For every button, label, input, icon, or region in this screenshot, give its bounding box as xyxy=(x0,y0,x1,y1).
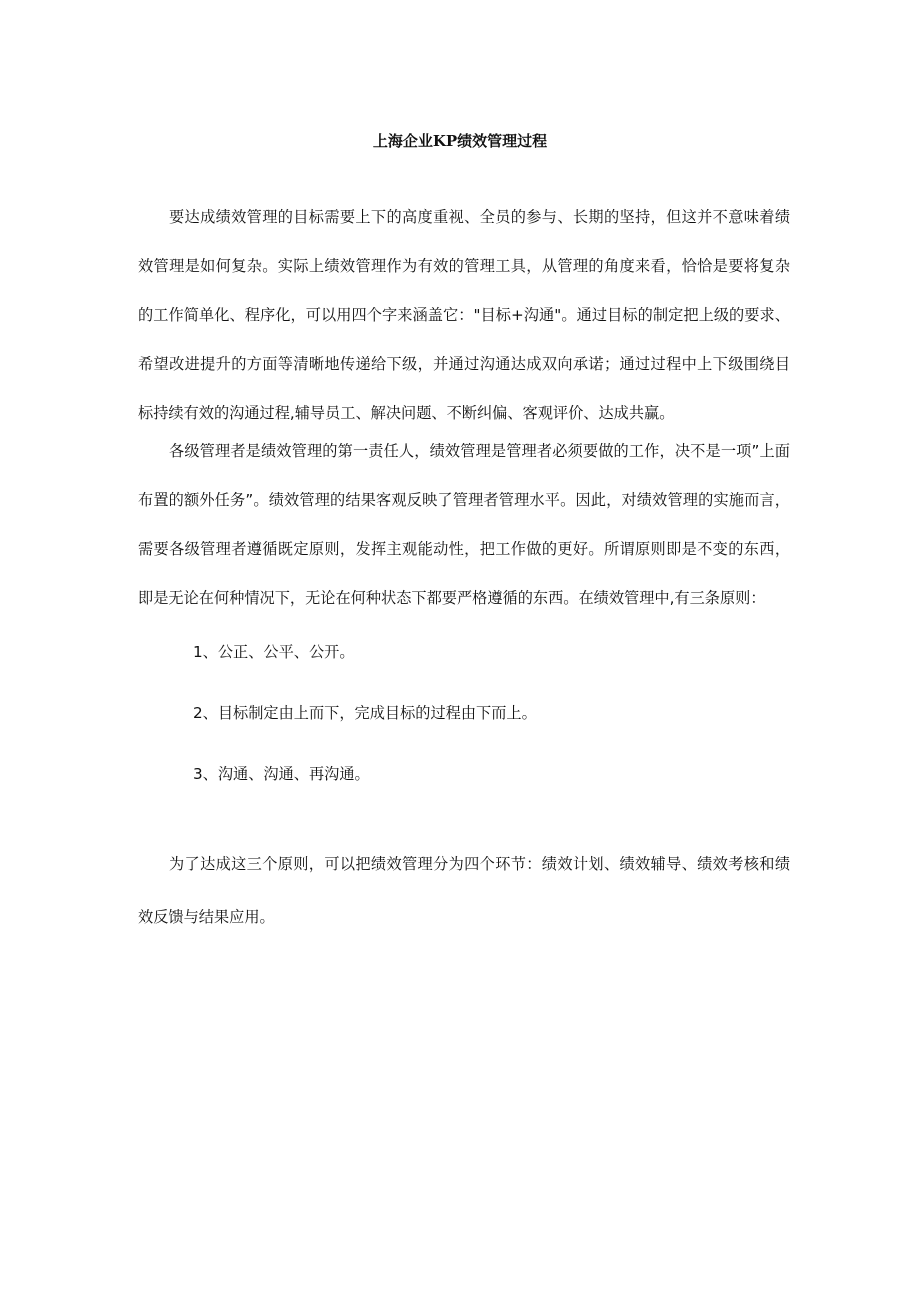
paragraph-closing: 为了达成这三个原则，可以把绩效管理分为四个环节：绩效计划、绩效辅导、绩效考核和绩效反馈与结果应用。 xyxy=(138,855,790,926)
principle-item-1: 1、公正、公平、公开。 xyxy=(193,643,355,661)
document-title: 上海企业KP绩效管理过程 xyxy=(372,132,548,150)
principle-item-3: 3、沟通、沟通、再沟通。 xyxy=(193,765,370,783)
paragraph-goals: 要达成绩效管理的目标需要上下的高度重视、全员的参与、长期的坚持，但这并不意味着绩效管理是如何复杂。实际上绩效管理作为有效的管理工具，从管理的角度来看，恰恰是要将复杂的工作简单化、程序化，可以用四个字来涵盖它："目标+沟通"。通过目标的制定把上级的要求、希望改进提升的方面等清晰地传递给下级，并通过沟通达成双向承诺；通过过程中上下级围绕目标持续有效的沟通过程,辅导员工、解决问题、不断纠偏、客观评价、达成共赢。 xyxy=(138,208,790,422)
principle-item-2: 2、目标制定由上而下，完成目标的过程由下而上。 xyxy=(193,704,537,722)
paragraph-managers: 各级管理者是绩效管理的第一责任人，绩效管理是管理者必须要做的工作，决不是一项”上面布置的额外任务”。绩效管理的结果客观反映了管理者管理水平。因此，对绩效管理的实施而言，需要各级管理者遵循既定原则，发挥主观能动性，把工作做的更好。所谓原则即是不变的东西，即是无论在何种情况下，无论在何种状态下都要严格遵循的东西。在绩效管理中,有三条原则： xyxy=(138,442,790,607)
